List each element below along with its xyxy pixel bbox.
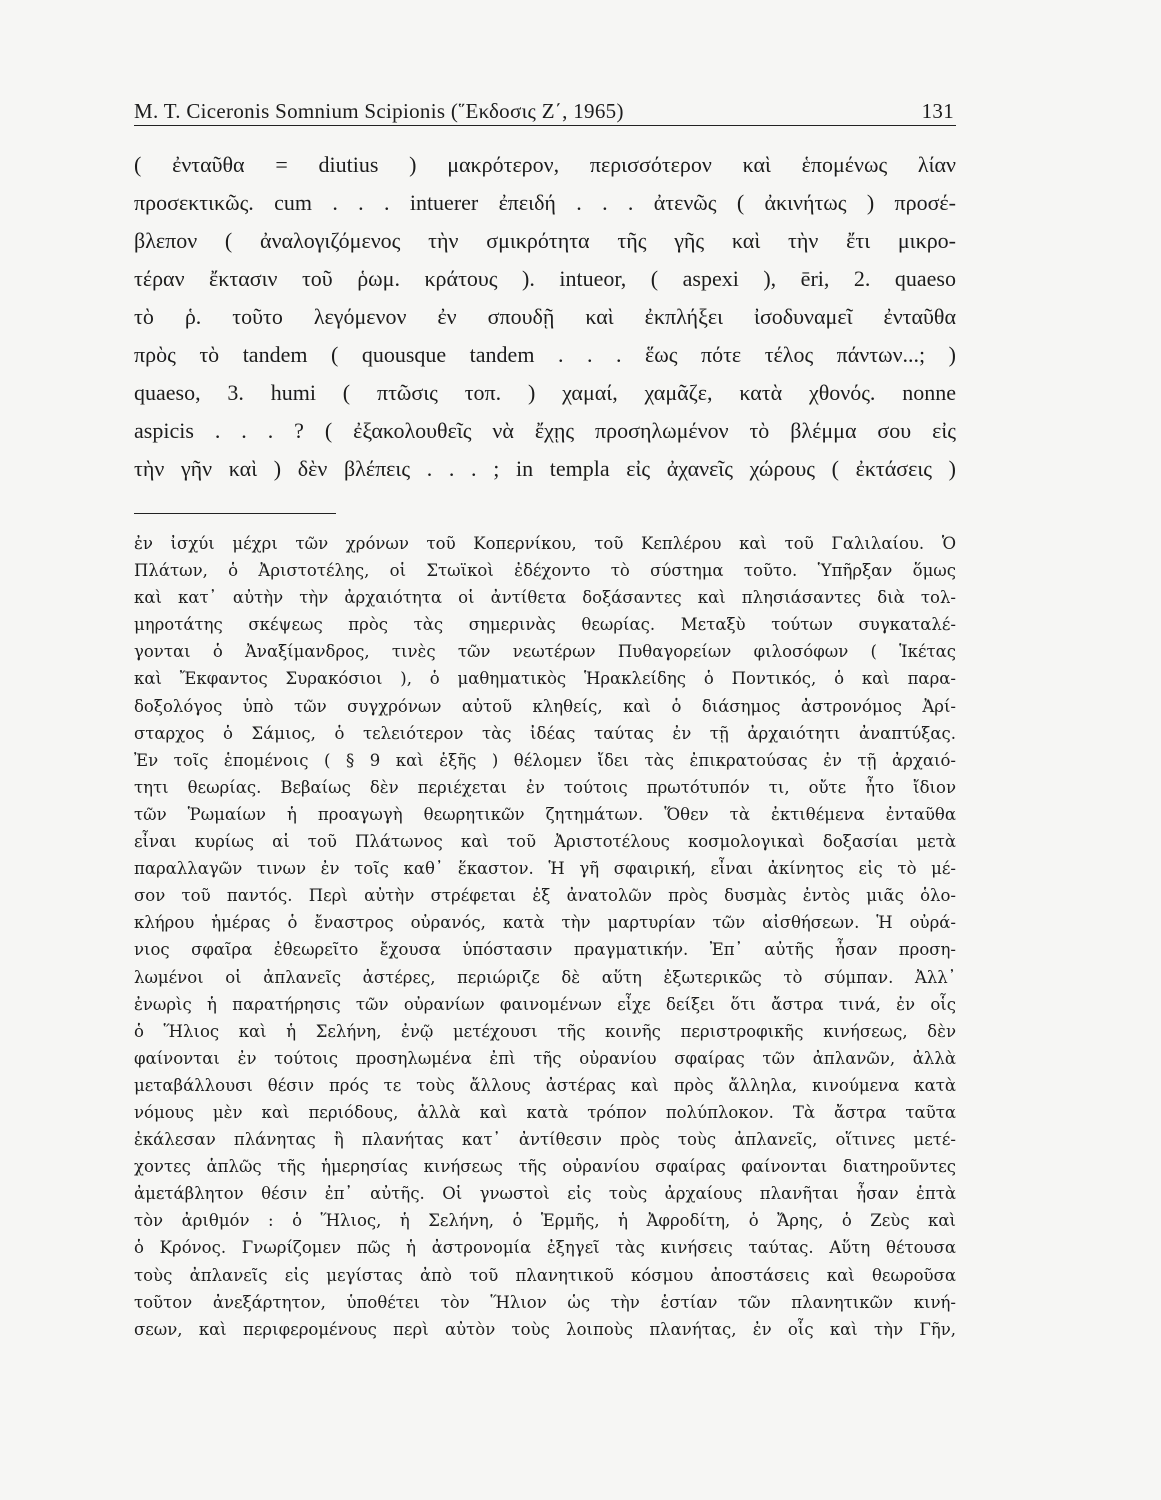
main-text-line: aspicis . . . ? ( ἐξακολουθεῖς νὰ ἔχῃς προσηλωμένον τὸ βλέμμα σου εἰς bbox=[134, 418, 956, 443]
footnote-block bbox=[134, 530, 956, 1343]
main-text-line: προσεκτικῶς. cum . . . intuerer ἐπειδή . . . ἀτενῶς ( ἀκινήτως ) προσέ- bbox=[134, 190, 956, 215]
main-text-line: τὴν γῆν καὶ ) δὲν βλέπεις . . . ; in templa εἰς ἀχανεῖς χώρους ( ἐκτάσεις ) bbox=[134, 456, 956, 481]
footnote-line: χοντες ἁπλῶς τῆς ἡμερησίας κινήσεως τῆς οὐρανίου σφαίρας φαίνονται διατηροῦντες bbox=[134, 1157, 956, 1177]
main-text-line: τὸ ῥ. τοῦτο λεγόμενον ἐν σπουδῇ καὶ ἐκπλήξει ἰσοδυναμεῖ ἐνταῦθα bbox=[134, 304, 956, 329]
footnote-line: Πλάτων, ὁ Ἀριστοτέλης, οἱ Στωϊκοὶ ἐδέχοντο τὸ σύστημα τοῦτο. Ὑπῆρξαν ὅμως bbox=[134, 561, 956, 581]
footnote-line: Ἐν τοῖς ἑπομένοις ( § 9 καὶ ἑξῆς ) θέλομεν ἴδει τὰς ἐπικρατούσας ἐν τῇ ἀρχαιό- bbox=[134, 750, 956, 770]
footnote-rule bbox=[134, 513, 336, 514]
running-head bbox=[134, 88, 954, 124]
footnote-line: γονται ὁ Ἀναξίμανδρος, τινὲς τῶν νεωτέρων Πυθαγορείων φιλοσόφων ( Ἱκέτας bbox=[134, 642, 956, 662]
main-text-line: quaeso, 3. humi ( πτῶσις τοπ. ) χαμαί, χαμᾶζε, κατὰ χθονός. nonne bbox=[134, 380, 956, 405]
footnote-line: τῶν Ῥωμαίων ἡ προαγωγὴ θεωρητικῶν ζητημάτων. Ὅθεν τὰ ἐκτιθέμενα ἐνταῦθα bbox=[134, 804, 956, 824]
main-text-line: πρὸς τὸ tandem ( quousque tandem . . . ἕως πότε τέλος πάντων...; ) bbox=[134, 342, 956, 367]
footnote-line: καὶ κατ᾿ αὐτὴν τὴν ἀρχαιότητα οἱ ἀντίθετα δοξάσαντες καὶ πλησιάσαντες διὰ τολ- bbox=[134, 588, 956, 608]
page-number: 131 bbox=[921, 99, 954, 123]
footnote-line: τοῦτον ἀνεξάρτητον, ὑποθέτει τὸν Ἥλιον ὡς τὴν ἑστίαν τῶν πλανητικῶν κινή- bbox=[134, 1292, 956, 1312]
footnote-line: σον τοῦ παντός. Περὶ αὐτὴν στρέφεται ἐξ ἀνατολῶν πρὸς δυσμὰς ἐντὸς μιᾶς ὁλο- bbox=[134, 886, 956, 906]
header-rule bbox=[134, 125, 956, 126]
footnote-line: κλήρου ἡμέρας ὁ ἔναστρος οὐρανός, κατὰ τὴν μαρτυρίαν τῶν αἰσθήσεων. Ἡ οὐρά- bbox=[134, 913, 956, 933]
footnote-line: ἐκάλεσαν πλάνητας ἢ πλανήτας κατ᾿ ἀντίθεσιν πρὸς τοὺς ἀπλανεῖς, οἵτινες μετέ- bbox=[134, 1130, 956, 1150]
main-text-line: ( ἐνταῦθα = diutius ) μακρότερον, περισσότερον καὶ ἑπομένως λίαν bbox=[134, 152, 956, 177]
footnote-line: ἀμετάβλητον θέσιν ἐπ᾿ αὐτῆς. Οἱ γνωστοὶ εἰς τοὺς ἀρχαίους πλανῆται ἦσαν ἑπτὰ bbox=[134, 1184, 956, 1204]
footnote-line: νόμους μὲν καὶ περιόδους, ἀλλὰ καὶ κατὰ τρόπον πολύπλοκον. Τὰ ἄστρα ταῦτα bbox=[134, 1102, 956, 1122]
footnote-line: μηροτάτης σκέψεως πρὸς τὰς σημερινὰς θεωρίας. Μεταξὺ τούτων συγκαταλέ- bbox=[134, 615, 956, 635]
footnote-line: τὸν ἀριθμόν : ὁ Ἥλιος, ἡ Σελήνη, ὁ Ἑρμῆς, ἡ Ἀφροδίτη, ὁ Ἄρης, ὁ Ζεὺς καὶ bbox=[134, 1211, 956, 1231]
footnote-line: νιος σφαῖρα ἐθεωρεῖτο ἔχουσα ὑπόστασιν πραγματικήν. Ἐπ᾿ αὐτῆς ἦσαν προση- bbox=[134, 940, 956, 960]
footnote-line: μεταβάλλουσι θέσιν πρός τε τοὺς ἄλλους ἀστέρας καὶ πρὸς ἄλληλα, κινούμενα κατὰ bbox=[134, 1075, 956, 1095]
footnote-line: φαίνονται ἐν τούτοις προσηλωμένα ἐπὶ τῆς οὐρανίου σφαίρας τῶν ἀπλανῶν, ἀλλὰ bbox=[134, 1048, 956, 1068]
footnote-line: λωμένοι οἱ ἀπλανεῖς ἀστέρες, περιώριζε δὲ αὕτη ἐξωτερικῶς τὸ σύμπαν. Ἀλλ᾿ bbox=[134, 967, 956, 987]
footnote-line: τοὺς ἀπλανεῖς εἰς μεγίστας ἀπὸ τοῦ πλανητικοῦ κόσμου ἀποστάσεις καὶ θεωροῦσα bbox=[134, 1265, 956, 1285]
footnote-line: τητι θεωρίας. Βεβαίως δὲν περιέχεται ἐν τούτοις πρωτότυπόν τι, οὔτε ἦτο ἴδιον bbox=[134, 777, 956, 797]
footnote-line: καὶ Ἔκφαντος Συρακόσιοι ), ὁ μαθηματικὸς Ἡρακλείδης ὁ Ποντικός, ὁ καὶ παρα- bbox=[134, 669, 956, 689]
running-title: M. T. Ciceronis Somnium Scipionis (῞Εκδοσις Ζ΄, 1965) bbox=[134, 99, 624, 123]
footnote-line: ὁ Ἥλιος καὶ ἡ Σελήνη, ἐνῷ μετέχουσι τῆς κοινῆς περιστροφικῆς κινήσεως, δὲν bbox=[134, 1021, 956, 1041]
footnote-line: εἶναι κυρίως αἱ τοῦ Πλάτωνος καὶ τοῦ Ἀριστοτέλους κοσμολογικαὶ δοξασίαι μετὰ bbox=[134, 832, 956, 852]
main-text-block bbox=[134, 146, 956, 488]
footnote-line: ὁ Κρόνος. Γνωρίζομεν πῶς ἡ ἀστρονομία ἐξηγεῖ τὰς κινήσεις ταύτας. Αὕτη θέτουσα bbox=[134, 1238, 956, 1258]
footnote-line: δοξολόγος ὑπὸ τῶν συγχρόνων αὐτοῦ κληθείς, καὶ ὁ διάσημος ἀστρονόμος Ἀρί- bbox=[134, 696, 956, 716]
main-text-line: τέραν ἔκτασιν τοῦ ῥωμ. κράτους ). intueor, ( aspexi ), ēri, 2. quaeso bbox=[134, 266, 956, 291]
footnote-line: σταρχος ὁ Σάμιος, ὁ τελειότερον τὰς ἰδέας ταύτας ἐν τῇ ἀρχαιότητι ἀναπτύξας. bbox=[134, 723, 956, 743]
main-text-line: βλεπον ( ἀναλογιζόμενος τὴν σμικρότητα τῆς γῆς καὶ τὴν ἔτι μικρο- bbox=[134, 228, 956, 253]
footnote-line: ἐν ἰσχύι μέχρι τῶν χρόνων τοῦ Κοπερνίκου, τοῦ Κεπλέρου καὶ τοῦ Γαλιλαίου. Ὁ bbox=[134, 534, 956, 553]
footnote-line: παραλλαγῶν τινων ἐν τοῖς καθ᾿ ἕκαστον. Ἡ γῆ σφαιρική, εἶναι ἀκίνητος εἰς τὸ μέ- bbox=[134, 859, 956, 879]
footnote-line: ἐνωρὶς ἡ παρατήρησις τῶν οὐρανίων φαινομένων εἶχε δείξει ὅτι ἄστρα τινά, ἐν οἷς bbox=[134, 994, 956, 1014]
footnote-line: σεων, καὶ περιφερομένους περὶ αὐτὸν τοὺς λοιποὺς πλανήτας, ἐν οἷς καὶ τὴν Γῆν, bbox=[134, 1319, 956, 1339]
